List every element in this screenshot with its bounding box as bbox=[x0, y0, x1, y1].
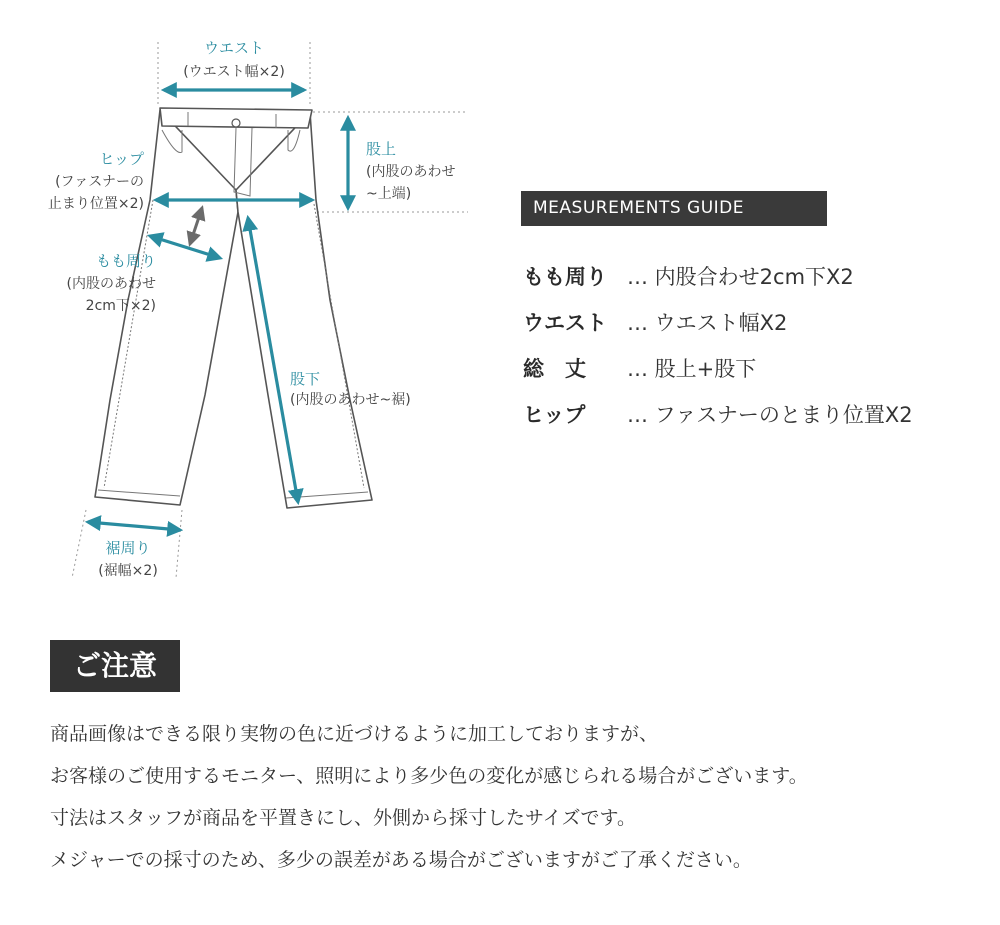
guide-term: もも周り bbox=[523, 265, 607, 289]
guide-desc: … ファスナーのとまり位置X2 bbox=[627, 403, 913, 427]
thigh-label: もも周り bbox=[95, 252, 156, 270]
waist-sublabel: (ウエスト幅×2) bbox=[183, 64, 285, 80]
notice-line: お客様のご使用するモニター、照明により多少色の変化が感じられる場合がございます。 bbox=[50, 765, 808, 787]
notice-body bbox=[50, 713, 995, 881]
rise-label: 股上 bbox=[366, 140, 397, 158]
guide-term: ウエスト bbox=[523, 311, 607, 335]
right-leg bbox=[236, 112, 372, 508]
hem-sublabel: (裾幅×2) bbox=[98, 563, 158, 579]
pants-measurement-diagram bbox=[0, 0, 520, 600]
guide-desc: … 内股合わせ2cm下X2 bbox=[627, 265, 854, 289]
guide-row-waist bbox=[523, 304, 993, 350]
hip-sublabel-2: 止まり位置×2) bbox=[47, 196, 144, 212]
waist-label: ウエスト bbox=[203, 39, 265, 57]
thigh-sublabel-1: (内股のあわせ bbox=[66, 276, 156, 292]
guide-term: 総 丈 bbox=[523, 357, 586, 381]
notice-header: ご注意 bbox=[50, 640, 180, 692]
inseam-label: 股下 bbox=[290, 370, 321, 388]
hem-arrow bbox=[88, 522, 180, 530]
guide-desc: … ウエスト幅X2 bbox=[627, 311, 788, 335]
rise-sublabel-2: ~上端) bbox=[366, 186, 412, 202]
hip-sublabel-1: (ファスナーの bbox=[55, 174, 144, 190]
guide-term: ヒップ bbox=[523, 403, 586, 427]
guide-desc: … 股上+股下 bbox=[627, 357, 757, 381]
guide-row-thigh bbox=[523, 258, 993, 304]
guide-list bbox=[523, 258, 993, 442]
guide-row-total-length bbox=[523, 350, 993, 396]
button-icon bbox=[232, 119, 240, 127]
thigh-sublabel-2: 2cm下×2) bbox=[85, 298, 156, 314]
notice-line: 商品画像はできる限り実物の色に近づけるように加工しておりますが、 bbox=[50, 723, 659, 745]
guide-header: MEASUREMENTS GUIDE bbox=[521, 191, 827, 226]
notice-line: 寸法はスタッフが商品を平置きにし、外側から採寸したサイズです。 bbox=[50, 807, 636, 829]
guide-row-hip bbox=[523, 396, 993, 442]
hem-label: 裾周り bbox=[105, 539, 151, 557]
notice-line: メジャーでの採寸のため、多少の誤差がある場合がございますがご了承ください。 bbox=[50, 849, 752, 871]
hip-label: ヒップ bbox=[99, 150, 144, 168]
inseam-sublabel: (内股のあわせ~裾) bbox=[290, 392, 411, 408]
rise-sublabel-1: (内股のあわせ bbox=[366, 164, 456, 180]
